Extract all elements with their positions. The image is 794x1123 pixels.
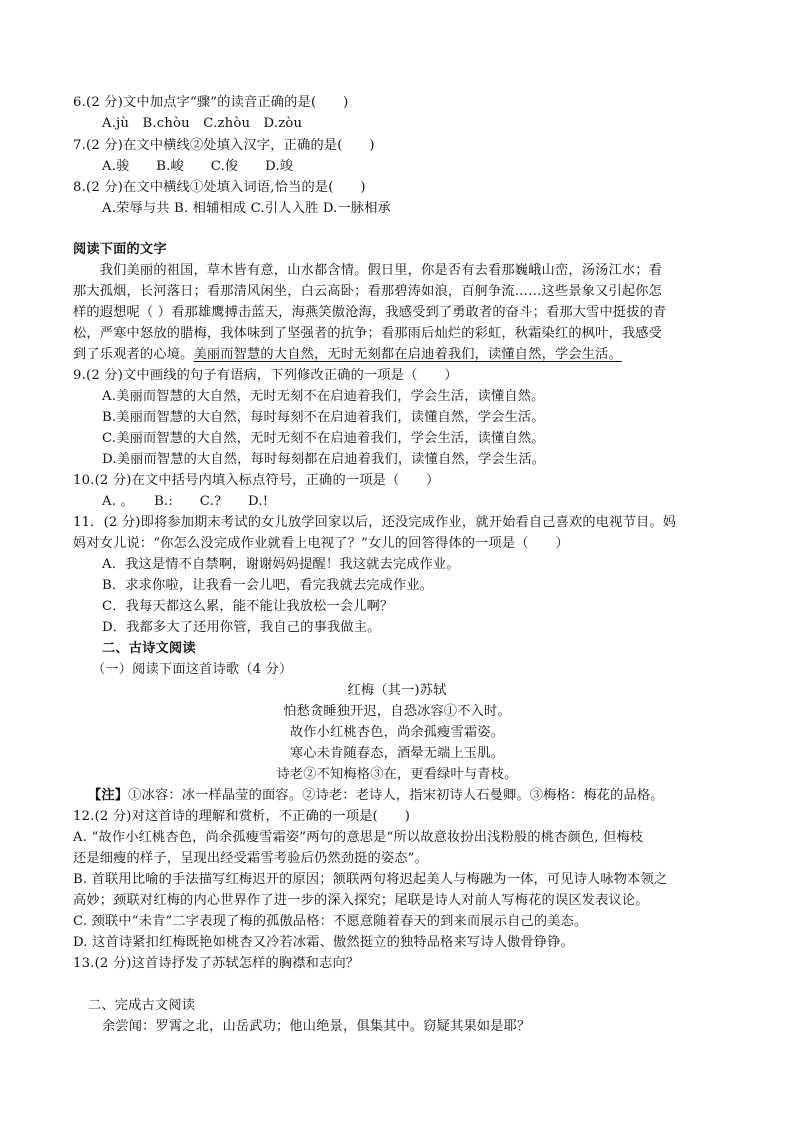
reading-last-plain: 到了乐观者的心境。 [73,347,194,362]
q7-stem: 7.(2 分)在文中横线②处填入汉字，正确的是( ) [73,138,375,153]
q9-option-c: C.美丽而智慧的大自然，无时无刻不在启迪着我们，学会生活，读懂自然。 [102,431,545,446]
section-title-classical: 二、完成古文阅读 [88,998,196,1013]
reading-line: 我们美丽的祖国，草木皆有意，山水都含情。假日里，你是否有去看那巍峨山峦，汤汤江水；看 [73,263,663,278]
note-text: ①冰容：冰一样晶莹的面容。②诗老：老诗人，指宋初诗人石曼卿。③梅格：梅花的品格。 [128,788,664,803]
q9-option-b: B.美丽而智慧的大自然，每时每刻不在启迪着我们，读懂自然，学会生活。 [102,410,545,425]
q12-line: A. “故作小红桃杏色，尚余孤瘦雪霜姿”两句的意思是“所以故意妆扮出浅粉般的桃杏颜色, 但梅枝 [73,830,644,845]
reading-line: 样的遐想呢（ ）看那雄鹰搏击蓝天，海燕笑傲沧海，我感受到了勇敢者的奋斗；看那大雪中挺拔的青 [73,305,667,320]
q6-options: A.jù B.chòu C.zhòu D.zòu [102,116,303,131]
q13-stem: 13.(2 分)这首诗抒发了苏轼怎样的胸襟和志向？ [73,956,360,971]
poem-line: 诗老②不知梅格③在，更看绿叶与青枝。 [276,767,518,782]
q6-stem: 6.(2 分)文中加点字“骤”的读音正确的是( ) [73,95,349,110]
reading-line-last [73,345,622,365]
q10-stem: 10.(2 分)在文中括号内填入标点符号，正确的一项是（ ） [73,473,440,488]
q11-option-c: C．我每天都这么累，能不能让我放松一会儿啊？ [102,599,394,614]
q12-line: 还是细瘦的样子，呈现出经受霜雪考验后仍然劲挺的姿态”。 [73,851,429,866]
q11-option-b: B．求求你啦，让我看一会儿吧，看完我就去完成作业。 [102,578,434,593]
q12-stem: 12.(2 分)对这首诗的理解和赏析，不正确的一项是( ) [73,809,411,824]
q8-stem: 8.(2 分)在文中横线①处填入词语,恰当的是( ) [73,180,366,195]
q12-line: 高妙；颈联对红梅的内心世界作了进一步的深入探究；尾联是诗人对前人写梅花的误区发表议论。 [73,893,649,908]
q12-line: C. 颈联中“未肯”二字表现了梅的孤傲品格：不愿意随着春天的到来而展示自己的美态。 [73,914,588,929]
section-title-poetry: 二、古诗文阅读 [102,641,196,656]
q11-option-a: A．我这是情不自禁啊，谢谢妈妈提醒！我这就去完成作业。 [102,557,460,572]
poem-line: 寒心未肯随春态，酒晕无端上玉肌。 [289,746,505,761]
q9-stem: 9.(2 分)文中画线的句子有语病，下列修改正确的一项是（ ） [73,368,458,383]
classical-text-line: 余尝闻：罗霄之北，山岳武功；他山绝景，俱集其中。窃疑其果如是耶？ [102,1019,531,1034]
poem-line: 怕愁贪睡独开迟，自恐冰容①不入时。 [283,704,511,719]
q9-option-a: A.美丽而智慧的大自然，无时无刻不在启迪着我们，学会生活，读懂自然。 [102,389,545,404]
reading-line: 松，严寒中怒放的腊梅，我体味到了坚强者的抗争；看那雨后灿烂的彩虹，秋霜染红的枫叶，我感受 [73,326,663,341]
section-subtitle-poem: （一）阅读下面这首诗歌（4 分） [92,662,293,677]
q9-option-d: D.美丽而智慧的大自然，每时每刻都在启迪着我们，读懂自然，学会生活。 [102,452,546,467]
reading-heading: 阅读下面的文字 [73,242,167,257]
note-label: 【注】 [88,788,129,803]
q11-option-d: D．我都多大了还用你管，我自己的事我做主。 [102,620,381,635]
poem-line: 故作小红桃杏色，尚余孤瘦雪霜姿。 [289,725,505,740]
q12-line: D. 这首诗紧扣红梅既艳如桃杏又冷若冰霜、傲然挺立的独特品格来写诗人傲骨铮铮。 [73,935,575,950]
q11-stem-line2: 妈对女儿说：“你怎么没完成作业就看上电视了？”女儿的回答得体的一项是（ ） [73,536,569,551]
reading-line: 那大孤烟，长河落日；看那清风闲坐，白云高卧；看那碧涛如浪，百舸争流……这些景象又引起你怎 [73,284,663,299]
q8-options: A.荣辱与共 B. 相辅相成 C.引人入胜 D.一脉相承 [102,201,392,216]
q12-line: B. 首联用比喻的手法描写红梅迟开的原因；颔联两句将迟起美人与梅融为一体，可见诗人咏物本领之 [73,872,668,887]
underlined-sentence: 美丽而智慧的大自然，无时无刻都在启迪着我们，读懂自然，学会生活。 [193,347,622,362]
q7-options: A.骏 B.峻 C.俊 D.竣 [102,159,294,174]
q10-options: A. 。 B.: C.? D.! [102,494,269,509]
poem-title: 红梅（其一)苏轼 [347,683,447,698]
q11-stem-line1: 11．(2 分)即将参加期末考试的女儿放学回家以后，还没完成作业，就开始看自己喜欢的电视节目。妈 [73,515,677,530]
poem-note [88,786,664,806]
